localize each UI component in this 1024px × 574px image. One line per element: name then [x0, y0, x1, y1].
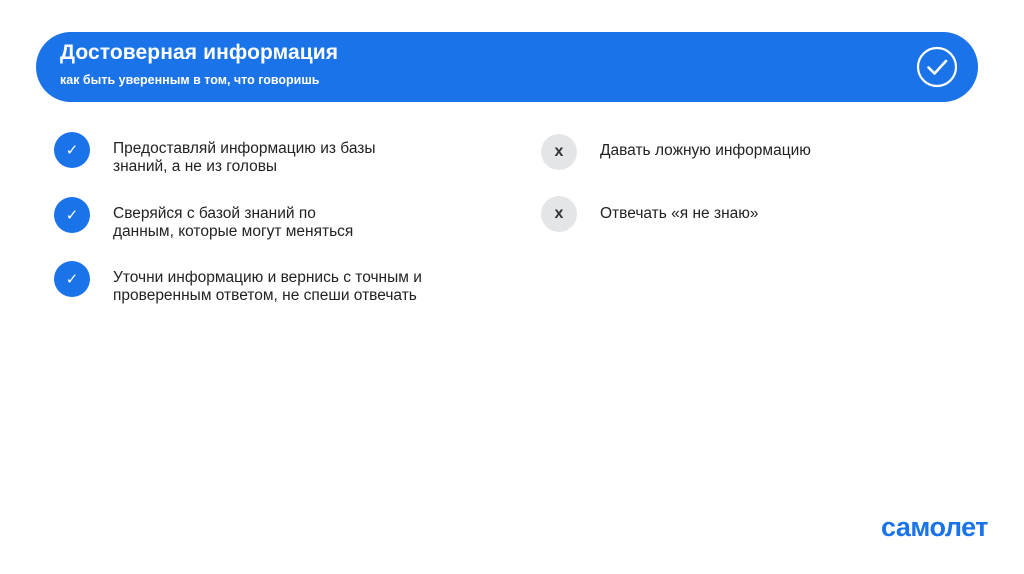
list-item — [113, 205, 353, 241]
list-item — [600, 142, 811, 160]
do-item-2-line2: данным, которые могут меняться — [113, 223, 354, 240]
cross-icon — [541, 196, 577, 232]
check-mark: ✓ — [65, 271, 79, 288]
check-badge-icon — [916, 46, 958, 88]
page-title: Достоверная информация — [60, 41, 339, 64]
cross-icon — [541, 134, 577, 170]
do-item-3-line2: проверенным ответом, не спеши отвечать — [113, 287, 417, 304]
do-item-2-line1: Сверяйся с базой знаний по — [113, 205, 316, 222]
list-item — [113, 269, 422, 305]
list-item — [113, 140, 376, 176]
check-icon — [54, 132, 90, 168]
do-item-1-line1: Предоставляй информацию из базы — [113, 140, 376, 157]
cross-mark: х — [554, 205, 564, 222]
dont-item-2-line1: Отвечать «я не знаю» — [600, 205, 759, 222]
cross-mark: х — [554, 143, 564, 160]
brand-logo: самолет — [881, 512, 988, 542]
check-mark: ✓ — [65, 142, 79, 159]
check-icon — [54, 261, 90, 297]
check-icon — [54, 197, 90, 233]
do-item-3-line1: Уточни информацию и вернись с точным и — [113, 269, 422, 286]
dont-item-1-line1: Давать ложную информацию — [600, 142, 811, 159]
check-mark: ✓ — [65, 207, 79, 224]
list-item — [600, 205, 759, 223]
do-item-1-line2: знаний, а не из головы — [113, 158, 278, 175]
header-banner — [36, 32, 978, 102]
page-subtitle: как быть уверенным в том, что говоришь — [60, 73, 320, 87]
